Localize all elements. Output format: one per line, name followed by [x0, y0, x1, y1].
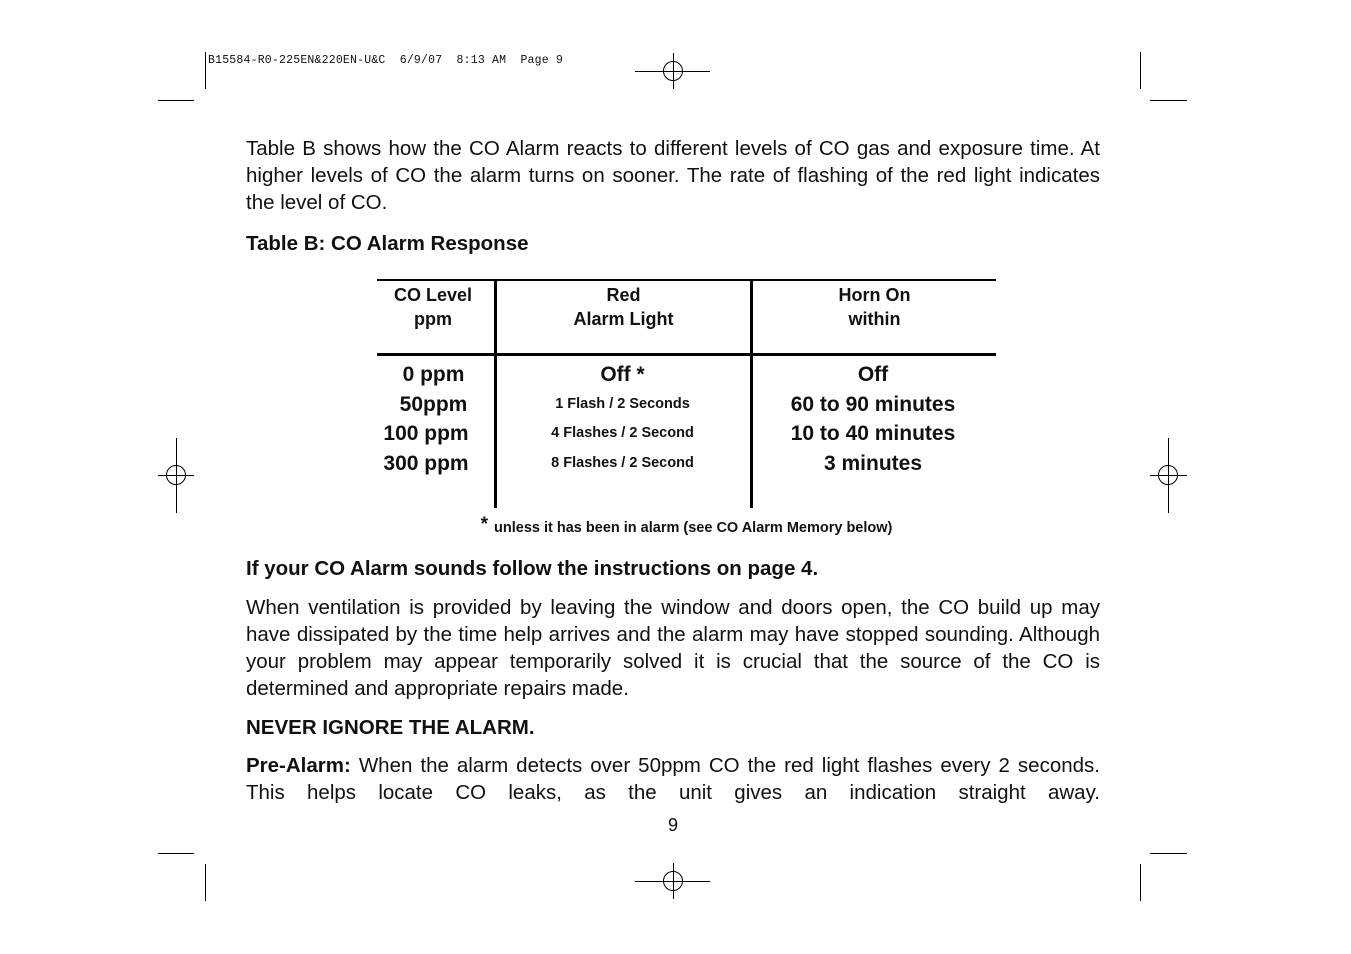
- crop-mark-tl-v: [205, 52, 206, 89]
- co-alarm-response-table: [377, 279, 996, 508]
- footnote-asterisk: *: [480, 514, 489, 535]
- intro-paragraph: Table B shows how the CO Alarm reacts to different levels of CO gas and exposure time. At higher levels of CO the alarm turns on sooner. The rate of flashing of the red light indicates the level of CO.: [246, 137, 1100, 214]
- table-header-rule: [377, 353, 996, 356]
- table-cell: 3 minutes: [823, 451, 923, 475]
- column-horn-on: [753, 360, 993, 478]
- table-cell: 0 ppm: [402, 363, 465, 386]
- header-co-level: CO Level ppm: [393, 285, 473, 329]
- ventilation-paragraph: When ventilation is provided by leaving the window and doors open, the CO build up may have dissipated by the time help arrives and the alarm may have stopped sounding. Although your problem may appear temporarily solved it is crucial that the source of the CO is determined and appropriate repairs made.: [246, 596, 1100, 700]
- page-number: 9: [667, 815, 678, 835]
- pre-alarm-label: Pre-Alarm:: [246, 754, 351, 777]
- table-top-rule: [377, 279, 996, 281]
- table-cell: 10 to 40 minutes: [790, 422, 956, 445]
- header-red-alarm-light: Red Alarm Light: [573, 285, 674, 329]
- column-co-level: [377, 360, 475, 478]
- header-horn-on: Horn On within: [838, 285, 911, 329]
- crop-mark-br-h: [1150, 853, 1187, 854]
- table-cell: 50ppm: [399, 392, 468, 416]
- crop-mark-bl-h: [158, 853, 194, 854]
- crop-mark-tl-h: [158, 100, 194, 101]
- table-cell: 100 ppm: [383, 422, 469, 445]
- footnote-text: unless it has been in alarm (see CO Alarm Memory below): [494, 520, 893, 536]
- table-title: Table B: CO Alarm Response: [246, 232, 529, 255]
- crop-mark-tr-v: [1140, 52, 1141, 89]
- table-cell: 1 Flash / 2 Seconds: [555, 395, 690, 412]
- table-cell: Off: [857, 363, 889, 386]
- table-cell: 60 to 90 minutes: [790, 392, 956, 416]
- crop-mark-br-v: [1140, 864, 1141, 901]
- print-slug: B15584-R0-225EN&220EN-U&C 6/9/07 8:13 AM Page 9: [208, 54, 564, 67]
- pre-alarm-text: When the alarm detects over 50ppm CO the red light flashes every 2 seconds. This helps locate CO leaks, as the unit gives an indication straight away.: [246, 754, 1100, 804]
- column-red-alarm-light: [497, 360, 748, 478]
- crop-mark-tr-h: [1150, 100, 1187, 101]
- table-cell: 8 Flashes / 2 Second: [551, 454, 694, 471]
- crop-mark-bl-v: [205, 864, 206, 901]
- warning-heading: NEVER IGNORE THE ALARM.: [246, 716, 535, 739]
- table-cell: 300 ppm: [383, 451, 469, 475]
- pre-alarm-paragraph: [246, 752, 1100, 806]
- instruction-heading: If your CO Alarm sounds follow the instructions on page 4.: [246, 557, 819, 580]
- table-cell: Off *: [600, 363, 645, 386]
- table-cell: 4 Flashes / 2 Second: [551, 425, 694, 441]
- table-footnote: [377, 514, 996, 536]
